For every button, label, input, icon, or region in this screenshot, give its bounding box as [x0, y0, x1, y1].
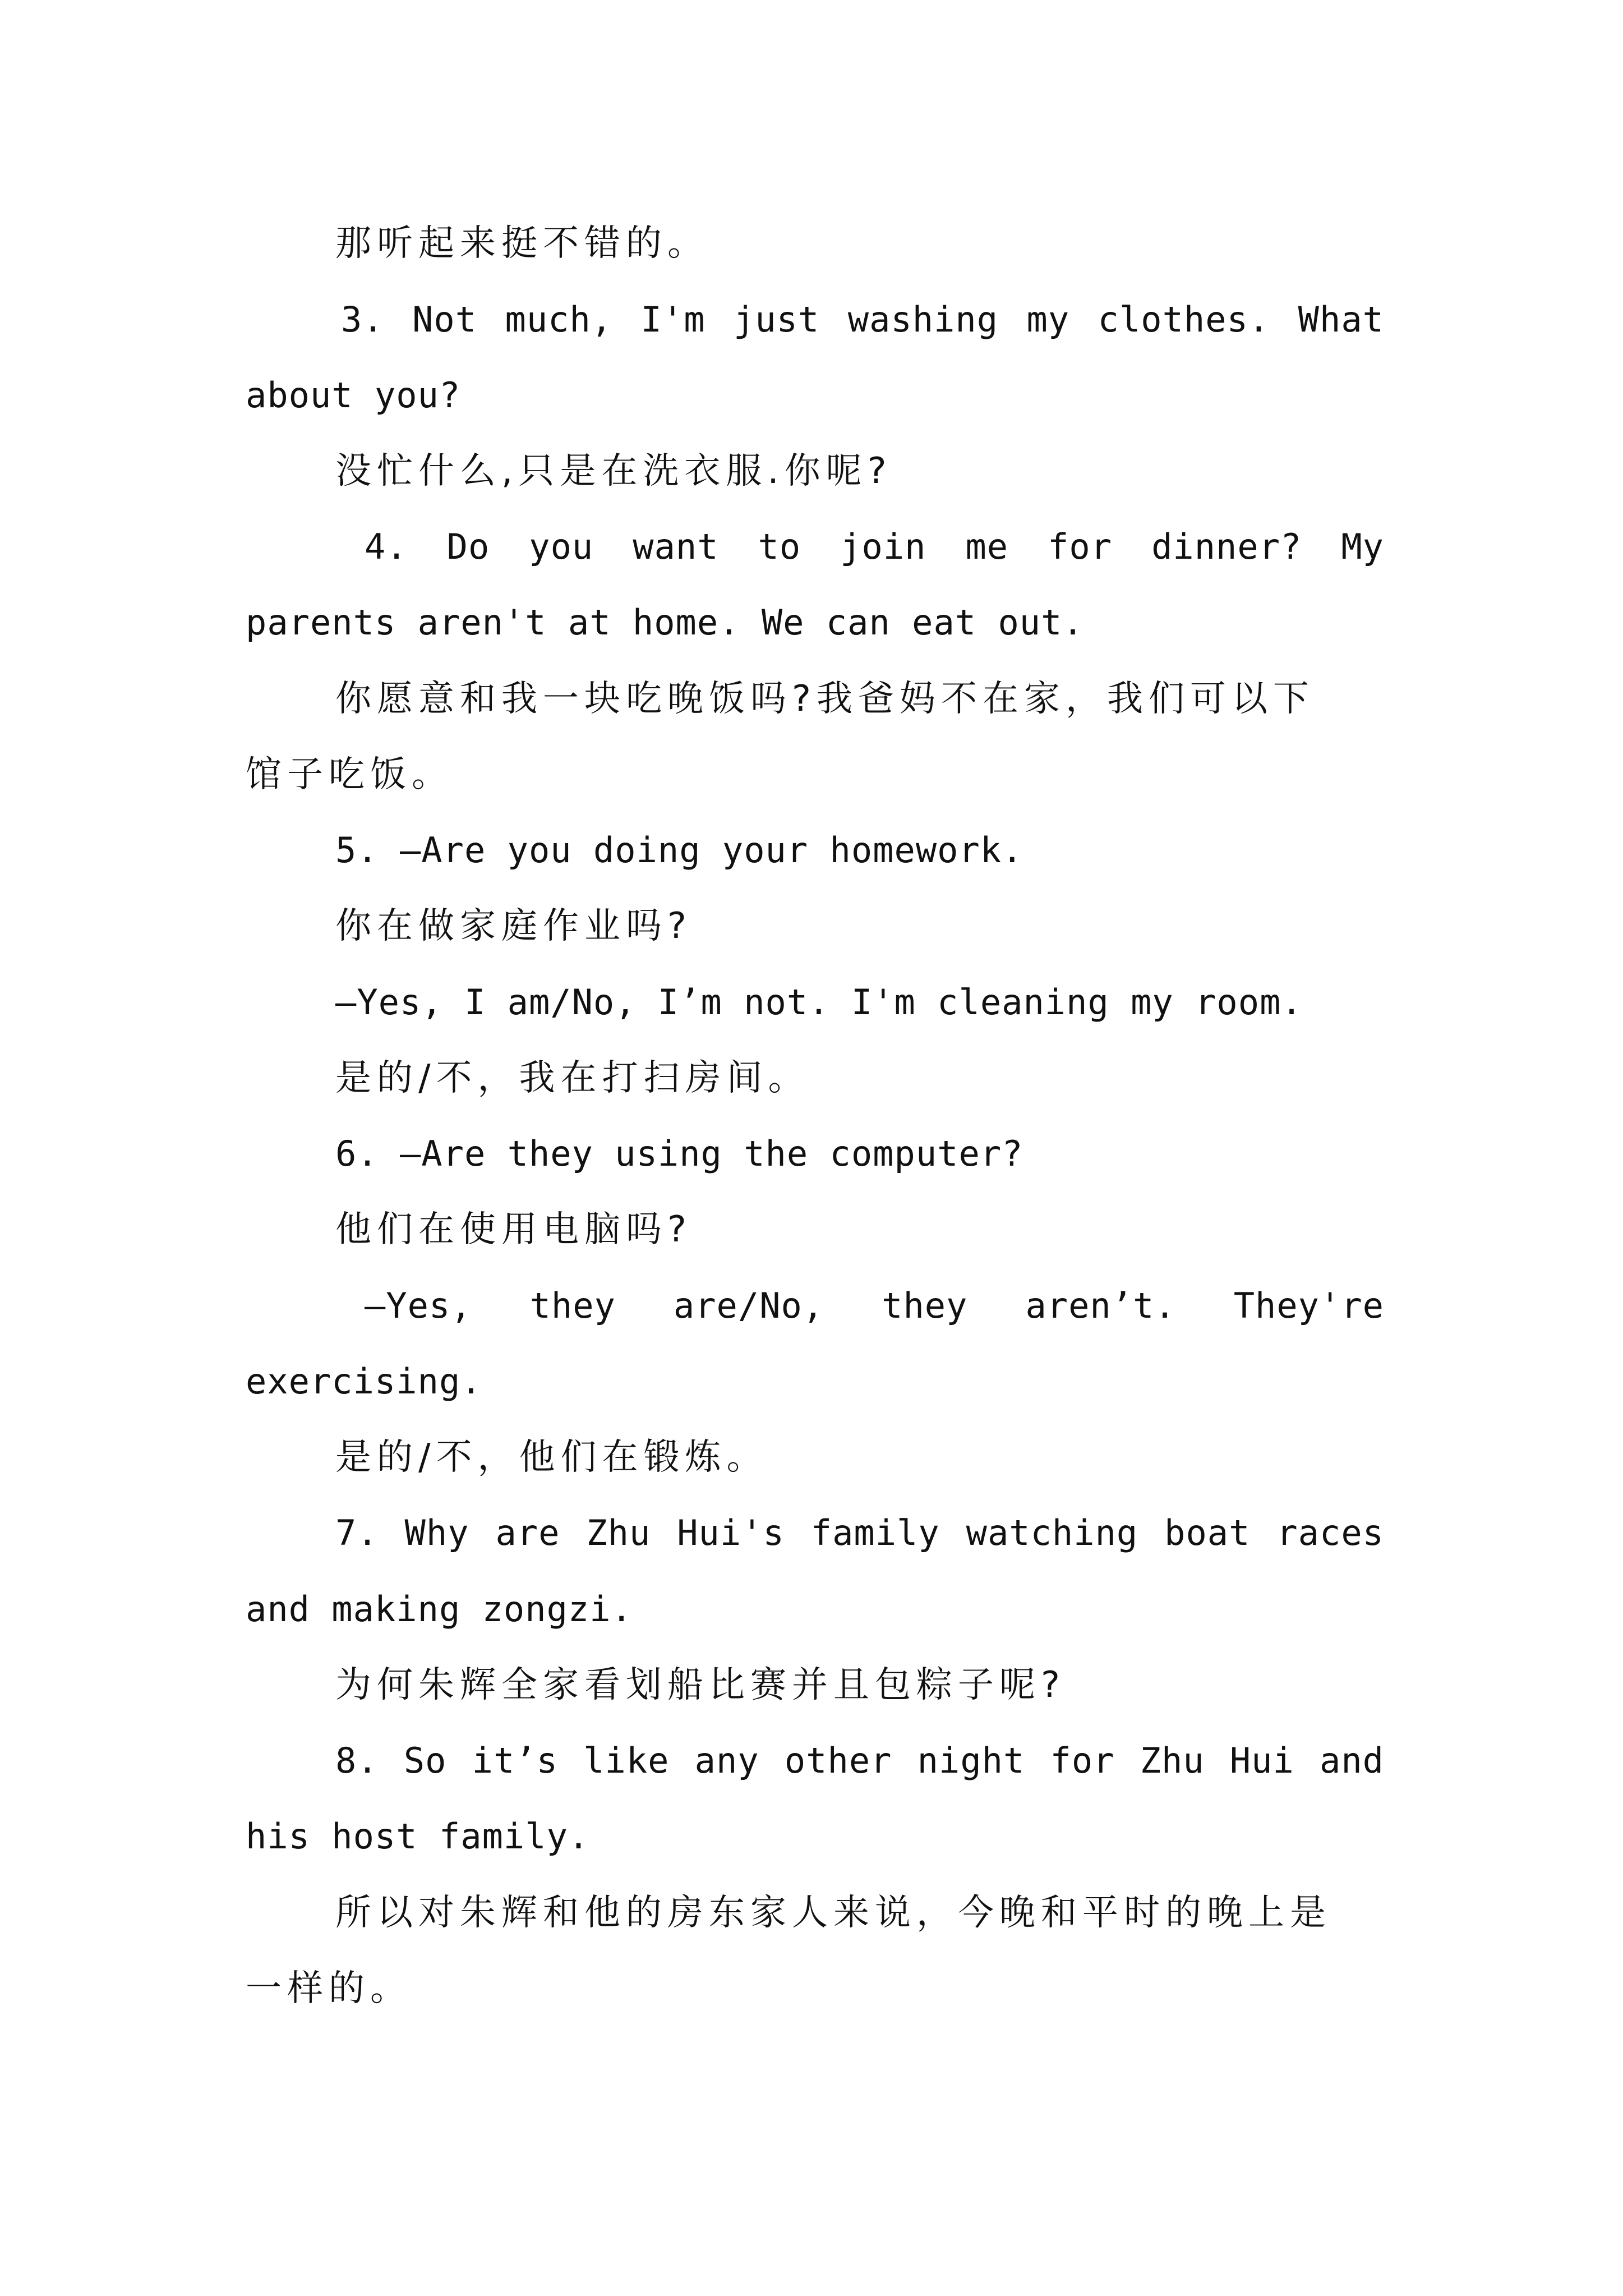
paragraph-line: about you? — [246, 375, 461, 416]
paragraph-line: 4. Do you want to join me for dinner? My — [365, 526, 1384, 567]
paragraph-line: 那听起来挺不错的。 — [335, 223, 709, 264]
paragraph-line: parents aren't at home. We can eat out. — [246, 602, 1084, 643]
paragraph-line: 为何朱辉全家看划船比赛并且包粽子呢? — [335, 1664, 1066, 1706]
paragraph-line: 所以对朱辉和他的房东家人来说，今晚和平时的晚上是 — [335, 1892, 1331, 1934]
paragraph-line: 6. —Are they using the computer? — [335, 1133, 1023, 1174]
paragraph-line: 8. So it’s like any other night for Zhu Hui and — [335, 1740, 1384, 1781]
paragraph-line: 7. Why are Zhu Hui's family watching boat races — [335, 1512, 1384, 1553]
paragraph-line: 他们在使用电脑吗? — [335, 1209, 692, 1250]
paragraph-line: 是的/不，我在打扫房间。 — [335, 1057, 810, 1099]
paragraph-line: —Yes, I am/No, I’m not. I'm cleaning my room. — [335, 982, 1303, 1023]
paragraph-line: 3. Not much, I'm just washing my clothes. What — [341, 299, 1384, 340]
paragraph-line: 你在做家庭作业吗? — [335, 905, 692, 947]
paragraph-line: 一样的。 — [246, 1968, 412, 2009]
paragraph-line: 你愿意和我一块吃晚饭吗?我爸妈不在家，我们可以下 — [335, 678, 1315, 720]
paragraph-line: and making zongzi. — [246, 1589, 633, 1630]
paragraph-line: his host family. — [246, 1816, 590, 1857]
paragraph-line: 5. —Are you doing your homework. — [335, 830, 1023, 871]
paragraph-line: 馆子吃饭。 — [246, 754, 453, 795]
paragraph-line: exercising. — [246, 1361, 482, 1402]
paragraph-line: 没忙什么,只是在洗衣服.你呢? — [335, 450, 892, 492]
paragraph-line: 是的/不，他们在锻炼。 — [335, 1437, 768, 1478]
paragraph-line: —Yes, they are/No, they aren’t. They're — [365, 1285, 1384, 1326]
